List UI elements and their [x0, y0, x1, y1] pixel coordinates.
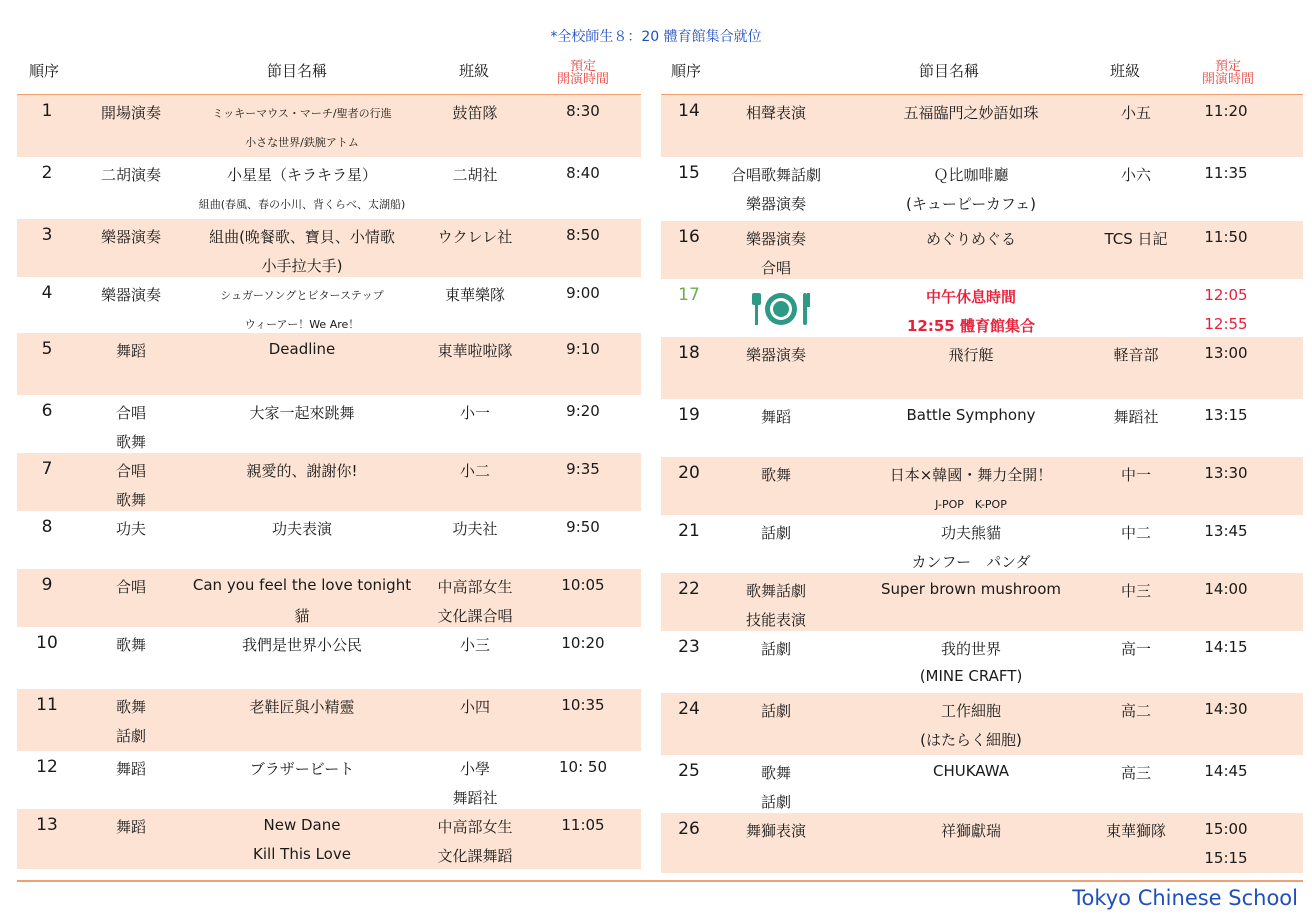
row-number: 13	[36, 815, 58, 835]
assembly-notice: *全校師生８：20 體育館集合就位	[550, 29, 762, 45]
row-number: 7	[41, 459, 53, 479]
row-program: Deadline	[268, 340, 336, 358]
row-genre: 合唱歌舞話劇	[730, 166, 821, 184]
header-time-line1: 預定	[1214, 59, 1241, 74]
row-number: 8	[41, 517, 53, 537]
table-row	[661, 813, 1303, 873]
row-class: TCS 日記	[1104, 230, 1168, 248]
row-class: 東華獅隊	[1105, 822, 1166, 840]
row-class: ウクレレ社	[437, 228, 513, 246]
row-program: Can you feel the love tonight	[192, 576, 412, 594]
row-program: 工作細胞	[940, 702, 1001, 720]
row-time: 9:35	[566, 460, 600, 478]
row-number: 3	[41, 225, 53, 245]
row-number: 14	[678, 101, 700, 121]
row-genre: 相聲表演	[745, 104, 806, 122]
row-program: (MINE CRAFT)	[919, 667, 1023, 685]
table-row	[661, 515, 1303, 573]
row-number: 25	[678, 761, 700, 781]
row-number: 6	[41, 401, 53, 421]
row-program: J-POP K-POP	[935, 498, 1007, 511]
row-genre: 話劇	[760, 793, 791, 811]
table-row	[661, 457, 1303, 515]
header-time-line1: 預定	[569, 59, 596, 74]
row-number: 22	[678, 579, 700, 599]
row-program: Super brown mushroom	[880, 580, 1062, 598]
row-number: 9	[41, 575, 53, 595]
table-row	[17, 511, 641, 569]
row-genre: 舞蹈	[115, 342, 146, 360]
row-time: 10: 50	[559, 758, 607, 776]
row-program: ウィーアー！We Are！	[244, 318, 360, 331]
row-number: 21	[678, 521, 700, 541]
row-program: CHUKAWA	[932, 762, 1010, 780]
table-row	[17, 157, 641, 219]
header-time	[553, 60, 613, 86]
table-row	[17, 453, 641, 511]
row-genre: 話劇	[760, 640, 791, 658]
row-genre: 樂器演奏	[100, 286, 161, 304]
row-time: 8:50	[566, 226, 600, 244]
row-number: 10	[36, 633, 58, 653]
table-row	[17, 569, 641, 627]
row-class: 高二	[1120, 702, 1151, 720]
row-class: 小五	[1120, 104, 1151, 122]
row-program: めぐりめぐる	[925, 230, 1016, 248]
row-number: 17	[678, 285, 700, 305]
row-program: 日本×韓國・舞力全開！	[889, 466, 1053, 484]
row-number: 16	[678, 227, 700, 247]
table-row	[17, 751, 641, 809]
row-number: 26	[678, 819, 700, 839]
row-number: 12	[36, 757, 58, 777]
row-class: 舞蹈社	[1113, 408, 1159, 426]
row-time: 10:35	[561, 696, 605, 714]
table-header-left	[17, 56, 641, 95]
row-class: 東華樂隊	[444, 286, 505, 304]
row-program: 功夫熊貓	[940, 524, 1001, 542]
table-row	[17, 627, 641, 689]
row-program: 我的世界	[940, 640, 1001, 658]
row-number: 1	[41, 101, 53, 121]
row-program: ミッキーマウス・マーチ/聖者の行進	[212, 107, 392, 120]
row-genre: 歌舞話劇	[745, 582, 806, 600]
row-program: 小手拉大手)	[261, 257, 343, 275]
row-program: 中午休息時間	[925, 288, 1016, 306]
school-name: Tokyo Chinese School	[1072, 886, 1298, 910]
row-genre: 話劇	[115, 727, 146, 745]
row-time: 10:05	[561, 576, 605, 594]
header-time-line2: 開演時間	[556, 72, 609, 87]
row-number: 24	[678, 699, 700, 719]
program-table-right	[661, 56, 1303, 873]
row-program: 小星星（キラキラ星）	[226, 166, 377, 184]
row-program: 飛行艇	[948, 346, 994, 364]
row-time: 13:15	[1204, 406, 1248, 424]
table-row	[17, 395, 641, 453]
row-program: Ｑ比咖啡廳	[933, 166, 1009, 184]
row-class: 小六	[1120, 166, 1151, 184]
row-program: 親愛的、謝謝你!	[246, 462, 358, 480]
program-table-left	[17, 56, 641, 869]
row-time: 13:00	[1204, 344, 1248, 362]
row-genre: 歌舞	[115, 433, 146, 451]
table-row	[661, 95, 1303, 157]
row-genre: 話劇	[760, 524, 791, 542]
row-genre: 樂器演奏	[745, 346, 806, 364]
row-class: 中一	[1120, 466, 1151, 484]
row-class: 小二	[459, 462, 490, 480]
row-genre: 話劇	[760, 702, 791, 720]
row-genre: 舞獅表演	[745, 822, 806, 840]
row-program: 小さな世界/鉄腕アトム	[245, 136, 359, 149]
row-time: 15:00	[1204, 820, 1248, 838]
row-class: 文化課舞蹈	[437, 847, 513, 865]
row-genre: 舞蹈	[115, 760, 146, 778]
table-row	[17, 333, 641, 395]
table-row	[661, 157, 1303, 221]
row-program: 老鞋匠與小精靈	[249, 698, 355, 716]
row-time: 8:30	[566, 102, 600, 120]
row-number: 2	[41, 163, 53, 183]
row-class: 小四	[459, 698, 490, 716]
row-genre: 舞蹈	[760, 408, 791, 426]
row-genre: 技能表演	[745, 611, 806, 629]
row-program: カンフー パンダ	[911, 553, 1031, 571]
dinner-plate-icon	[751, 289, 815, 329]
row-genre: 舞蹈	[115, 818, 146, 836]
row-program: 功夫表演	[271, 520, 332, 538]
row-number: 4	[41, 283, 53, 303]
row-genre: 歌舞	[115, 491, 146, 509]
row-class: 高三	[1120, 764, 1151, 782]
table-row	[661, 221, 1303, 279]
row-program: ブラザービート	[249, 760, 355, 778]
row-number: 19	[678, 405, 700, 425]
row-time: 13:30	[1204, 464, 1248, 482]
row-time: 13:45	[1204, 522, 1248, 540]
row-program: 組曲(晚餐歌、寶貝、小情歌	[209, 228, 395, 246]
row-program: 五福臨門之妙語如珠	[903, 104, 1039, 122]
row-class: 高一	[1120, 640, 1151, 658]
row-class: 文化課合唱	[437, 607, 513, 625]
row-class: 中高部女生	[437, 578, 513, 596]
row-genre: 樂器演奏	[745, 195, 806, 213]
row-genre: 合唱	[115, 462, 146, 480]
row-time: 11:35	[1204, 164, 1248, 182]
row-program: 貓	[294, 607, 310, 625]
row-program: Battle Symphony	[906, 406, 1036, 424]
row-genre: 合唱	[115, 578, 146, 596]
row-time: 10:20	[561, 634, 605, 652]
row-class: 中三	[1120, 582, 1151, 600]
row-class: 鼓笛隊	[452, 104, 498, 122]
row-genre: 樂器演奏	[100, 228, 161, 246]
row-time: 14:00	[1204, 580, 1248, 598]
row-number: 5	[41, 339, 53, 359]
table-row	[661, 573, 1303, 631]
table-row	[17, 277, 641, 333]
row-genre: 歌舞	[115, 636, 146, 654]
row-time: 12:05	[1204, 286, 1248, 304]
row-class: 功夫社	[452, 520, 498, 538]
row-number: 18	[678, 343, 700, 363]
row-genre: 歌舞	[115, 698, 146, 716]
row-genre: 歌舞	[760, 764, 791, 782]
bottom-divider	[17, 880, 1303, 882]
row-number: 11	[36, 695, 58, 715]
row-time: 14:45	[1204, 762, 1248, 780]
header-order: 順序	[29, 62, 60, 80]
row-time: 9:00	[566, 284, 600, 302]
table-row	[661, 399, 1303, 457]
row-time: 15:15	[1204, 849, 1248, 867]
row-genre: 二胡演奏	[100, 166, 161, 184]
table-row	[661, 631, 1303, 693]
row-program: (はたらく細胞)	[920, 731, 1022, 749]
row-time: 11:50	[1204, 228, 1248, 246]
row-class: 東華啦啦隊	[437, 342, 513, 360]
row-program: 組曲(春風、春の小川、背くらべ、太湖船)	[198, 198, 406, 211]
row-time: 9:50	[566, 518, 600, 536]
row-genre: 合唱	[115, 404, 146, 422]
row-class: 小一	[459, 404, 490, 422]
table-row	[17, 95, 641, 157]
row-genre: 樂器演奏	[745, 230, 806, 248]
row-class: 二胡社	[452, 166, 498, 184]
header-class: 班級	[1110, 62, 1141, 80]
header-program: 節目名稱	[267, 62, 328, 80]
table-row	[661, 755, 1303, 813]
row-genre: 開場演奏	[100, 104, 161, 122]
header-time-line2: 開演時間	[1201, 72, 1254, 87]
row-program: 大家一起來跳舞	[249, 404, 355, 422]
row-program: 我們是世界小公民	[241, 636, 362, 654]
row-class: 舞蹈社	[452, 789, 498, 807]
row-time: 11:20	[1204, 102, 1248, 120]
row-time: 12:55	[1204, 315, 1248, 333]
header-class: 班級	[459, 62, 490, 80]
table-row	[17, 219, 641, 277]
row-class: 小學	[459, 760, 490, 778]
row-time: 9:20	[566, 402, 600, 420]
header-order: 順序	[671, 62, 702, 80]
row-class: 軽音部	[1113, 346, 1159, 364]
row-program: シュガーソングとビターステップ	[220, 289, 384, 302]
table-row	[17, 809, 641, 869]
table-row	[661, 279, 1303, 337]
row-time: 9:10	[566, 340, 600, 358]
row-program: Kill This Love	[253, 845, 351, 863]
header-program: 節目名稱	[919, 62, 980, 80]
row-program: (キューピーカフェ)	[905, 195, 1037, 213]
row-time: 11:05	[561, 816, 605, 834]
row-program: 祥獅獻瑞	[940, 822, 1001, 840]
row-class: 中二	[1120, 524, 1151, 542]
header-time	[1198, 60, 1258, 86]
row-program: 12:55 體育館集合	[907, 317, 1035, 335]
row-time: 8:40	[566, 164, 600, 182]
row-number: 15	[678, 163, 700, 183]
row-class: 小三	[459, 636, 490, 654]
row-program: New Dane	[263, 816, 341, 834]
row-genre: 歌舞	[760, 466, 791, 484]
table-row	[661, 337, 1303, 399]
row-genre: 合唱	[760, 259, 791, 277]
row-number: 23	[678, 637, 700, 657]
table-header-right	[661, 56, 1303, 95]
row-class: 中高部女生	[437, 818, 513, 836]
table-row	[17, 689, 641, 751]
row-number: 20	[678, 463, 700, 483]
row-time: 14:15	[1204, 638, 1248, 656]
row-time: 14:30	[1204, 700, 1248, 718]
row-genre: 功夫	[115, 520, 146, 538]
table-row	[661, 693, 1303, 755]
